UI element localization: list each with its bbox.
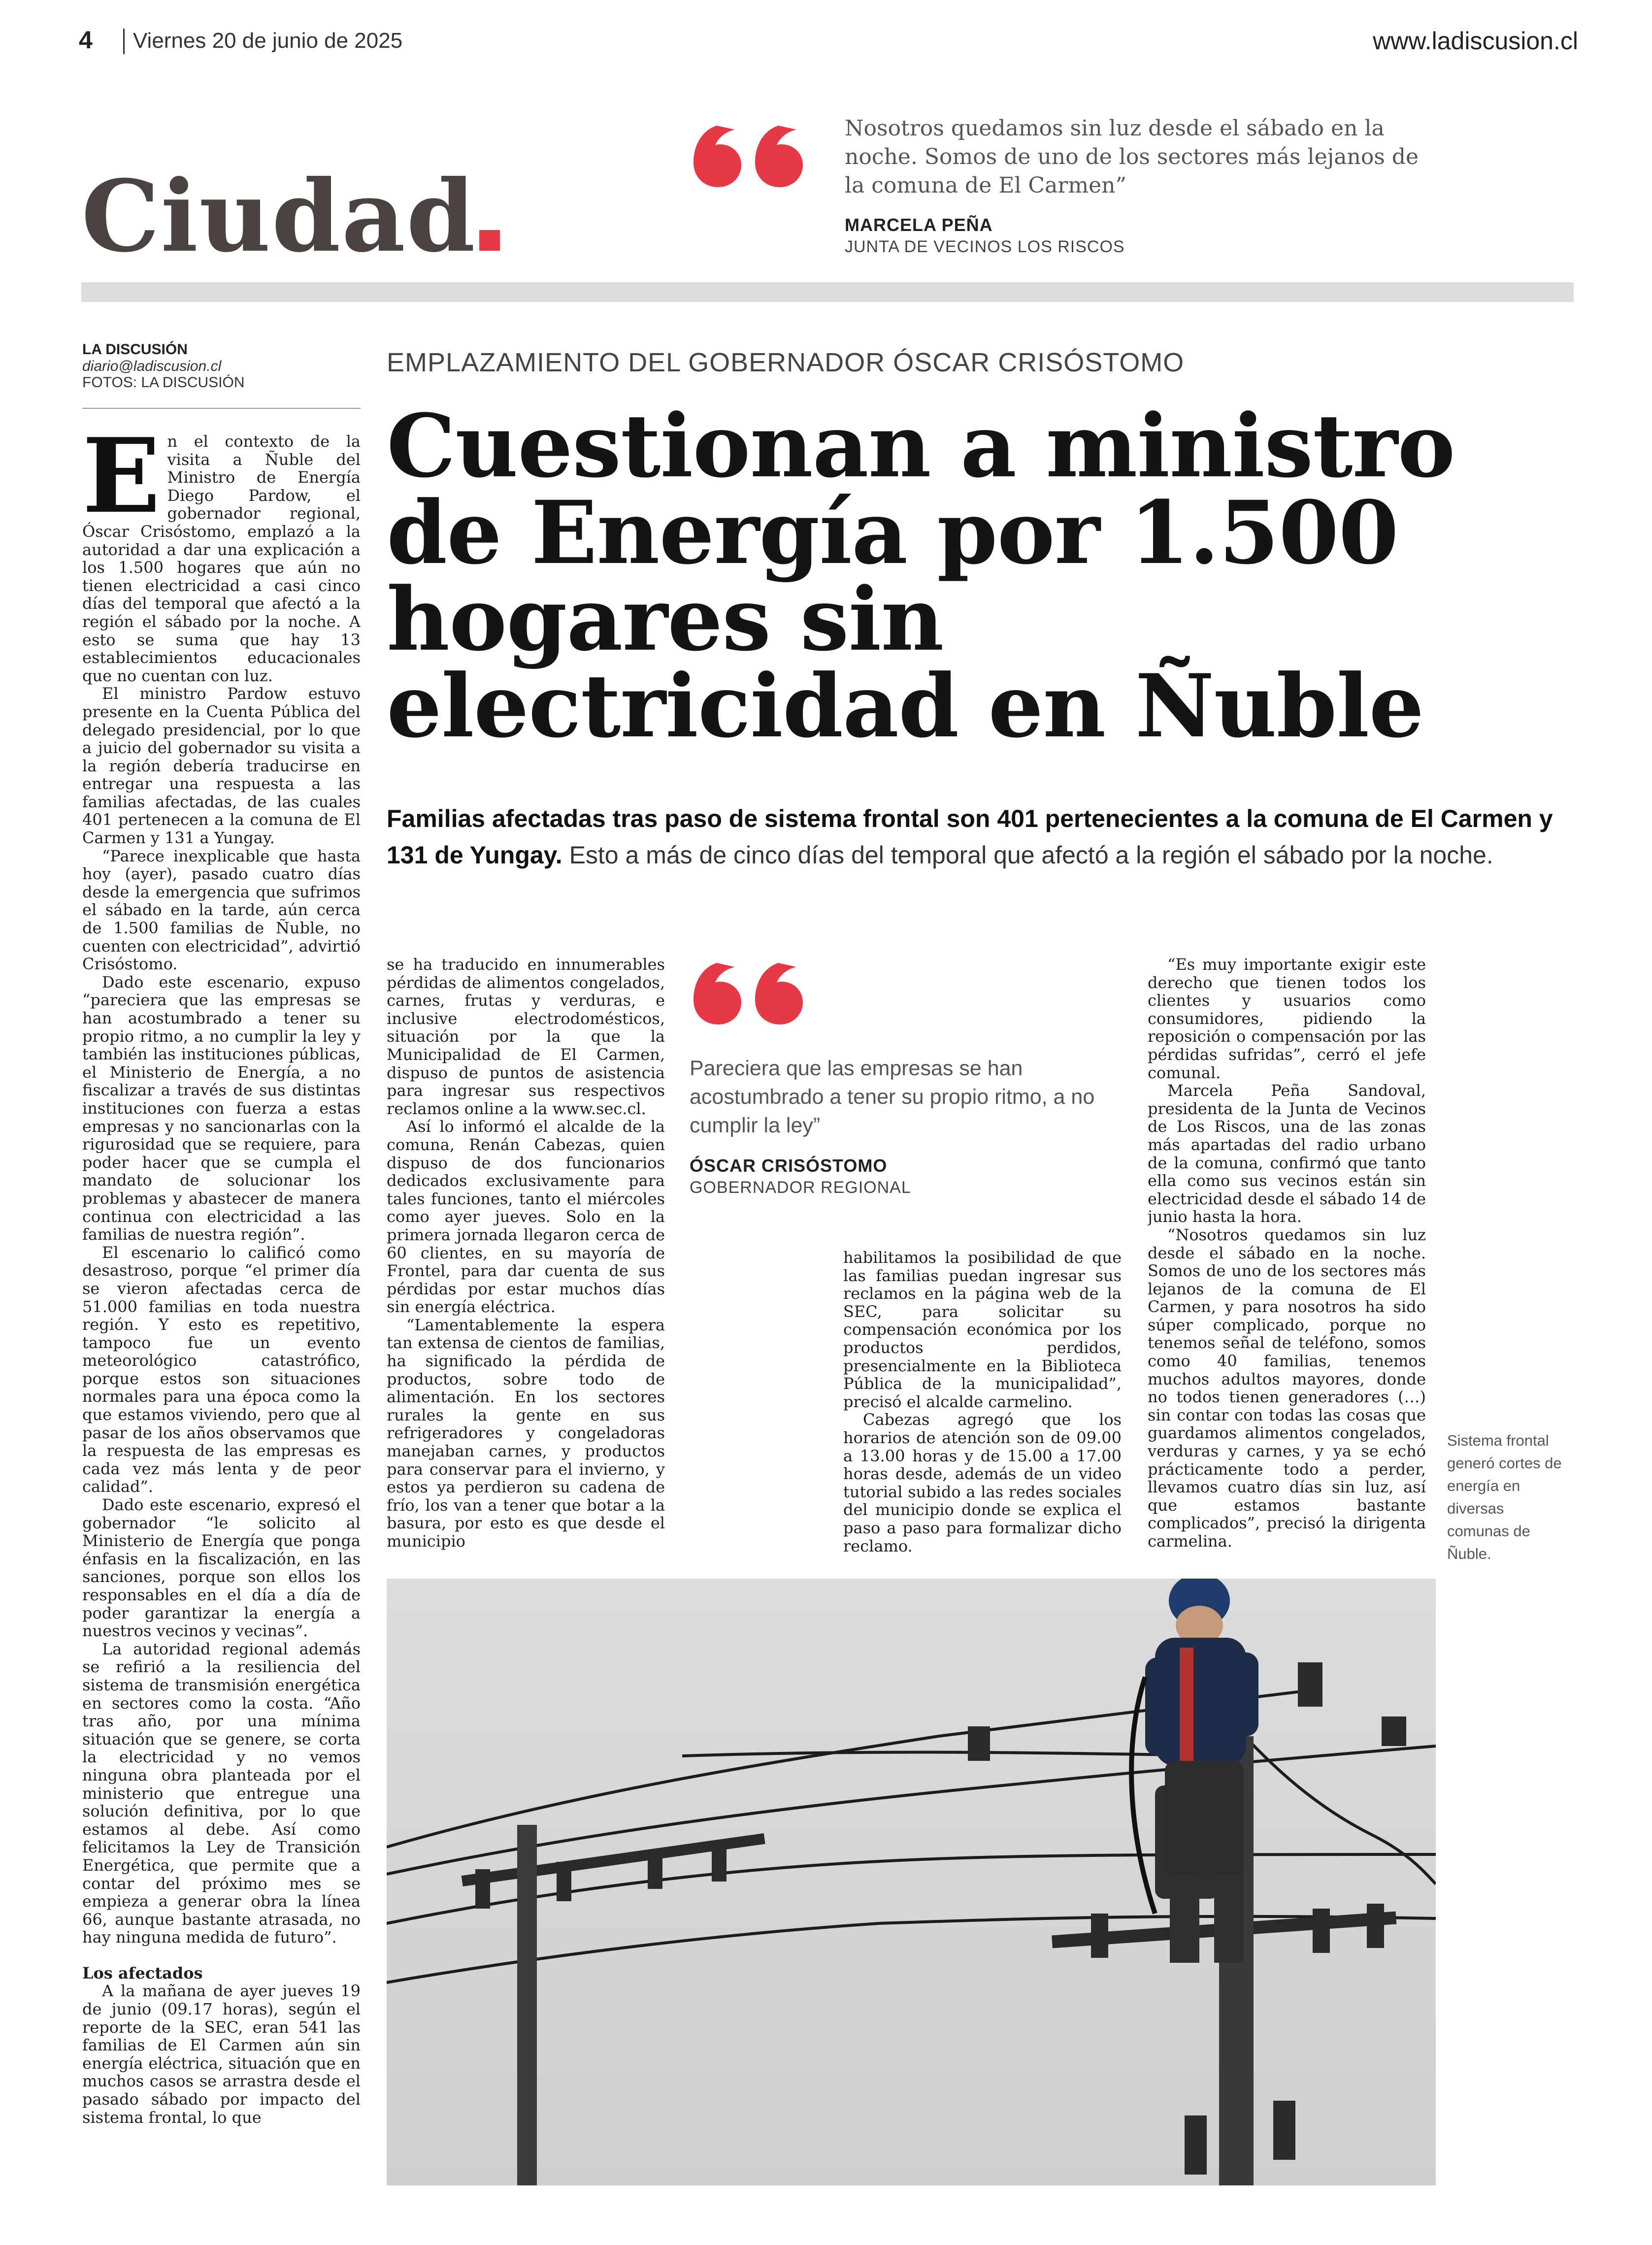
- pull-quote-role: JUNTA DE VECINOS LOS RISCOS: [845, 237, 1125, 256]
- page-date: Viernes 20 de junio de 2025: [133, 29, 403, 53]
- byline-rule: [82, 408, 361, 409]
- paragraph: El ministro Pardow estuvo presente en la Cuenta Pública del delegado presidencial, por lo que a juicio del gobernador su visita a la región debería traducirse en entregar una respuesta a las familias afectadas, de las cuales 401 pertenecen a la comuna de El Carmen y 131 a Yungay.: [82, 684, 361, 848]
- body-column-3: [843, 1249, 1122, 1569]
- photo-lineman-on-pole: [387, 1579, 1436, 2185]
- subheading: Los afectados: [82, 1963, 203, 1982]
- paragraph: n el contexto de la visita a Ñuble del Ministro de Energía Diego Pardow, el gobernador regional, Óscar Crisóstomo, emplazó a la autoridad a dar una explicación a los 1.500 hogares que aún no tienen electricidad a casi cinco días del temporal que afectó a la región el sábado por la noche. A esto se suma que hay 13 establecimientos educacionales que no cuentan con luz.: [82, 432, 361, 685]
- paragraph: “Parece inexplicable que hasta hoy (ayer), pasado cuatro días desde la emergencia que sufrimos el sábado en la tarde, aún cerca de 1.500 familias de Ñuble, no cuenten con electricidad”, advirtió Crisóstomo.: [82, 846, 361, 974]
- section-dot-icon: [479, 230, 500, 251]
- byline-org: LA DISCUSIÓN: [82, 341, 188, 358]
- paragraph: Así lo informó el alcalde de la comuna, Renán Cabezas, quien dispuso de dos funcionarios dedicados exclusivamente para tales funciones, tanto el miércoles como ayer jueves. Solo en la primera jornada llegaron cerca de 60 clientes, en su mayoría de Frontel, para dar cuenta de sus pérdidas por estar muchos días sin energía eléctrica.: [387, 1117, 665, 1317]
- body-column-1: [82, 432, 361, 2220]
- deck-bold: Familias afectadas tras paso de sistema frontal son 401 pertenecientes a la comuna de El Carmen y 131 de Yungay.: [387, 805, 1553, 869]
- paragraph: A la mañana de ayer jueves 19 de junio (09.17 horas), según el reporte de la SEC, eran 541 las familias de El Carmen aún sin energía eléctrica, situación que en muchos casos se arrastra desde el pasado sábado por impacto del sistema frontal, lo que: [82, 1981, 361, 2127]
- paragraph: “Es muy importante exigir este derecho que tienen todos los clientes y usuarios como consumidores, pidiendo la reposición o compensación por las pérdidas sufridas”, cerró el jefe comunal.: [1148, 956, 1426, 1082]
- paragraph: “Lamentablemente la espera tan extensa de cientos de familias, ha significado la pérdida de productos, sobre todo de alimentación. En los sectores rurales la gente en sus refrigeradores y congeladoras manejaban carnes, y productos para conservar para el invierno, y estos ya perdieron su cadena de frío, los van a tener que botar a la basura, por esto es que desde el municipio: [387, 1315, 665, 1551]
- quote-open-icon: [690, 953, 813, 1027]
- article-headline: Cuestionan a ministro de Energía por 1.500 hogares sin electricidad en Ñuble: [387, 395, 1455, 757]
- byline-email: diario@ladiscusion.cl: [82, 358, 222, 374]
- header-divider: [123, 29, 125, 54]
- pull-quote-author: ÓSCAR CRISÓSTOMO: [690, 1156, 888, 1176]
- paragraph: Dado este escenario, expresó el gobernador “le solicito al Ministerio de Energía que ponga énfasis en la fiscalización, en las sanciones, porque son ellos los responsables en el día a día de poder garantizar la energía a nuestros vecinos y vecinas”.: [82, 1495, 361, 1641]
- paragraph: Marcela Peña Sandoval, presidenta de la Junta de Vecinos de Los Riscos, una de las zonas más apartadas del radio urbano de la comuna, confirmó que tanto ella como sus vecinos están sin electricidad desde el sábado 14 de junio hasta la hora.: [1148, 1081, 1426, 1226]
- photo-caption: Sistema frontal generó cortes de energía en diversas comunas de Ñuble.: [1447, 1432, 1562, 1562]
- page-number: 4: [79, 26, 93, 54]
- body-column-2: [387, 956, 665, 1569]
- deck-regular: Esto a más de cinco días del temporal que afectó a la región el sábado por la noche.: [562, 841, 1493, 869]
- pull-quote-text: Nosotros quedamos sin luz desde el sábado en la noche. Somos de uno de los sectores más lejanos de la comuna de El Carmen”: [845, 116, 1419, 198]
- section-title-text: Ciudad: [81, 159, 476, 274]
- quote-open-icon: [690, 116, 813, 190]
- article-kicker: EMPLAZAMIENTO DEL GOBERNADOR ÓSCAR CRISÓSTOMO: [387, 348, 1185, 377]
- paragraph: habilitamos la posibilidad de que las familias puedan ingresar sus reclamos en la página web de la SEC, para solicitar su compensación económica por los productos perdidos, presencialmente en la Biblioteca Pública de la municipalidad”, precisó el alcalde carmelino.: [843, 1249, 1122, 1411]
- pull-quote-role: GOBERNADOR REGIONAL: [690, 1178, 911, 1197]
- section-divider-bar: [81, 282, 1574, 302]
- drop-cap: E: [82, 432, 161, 536]
- paragraph: se ha traducido en innumerables pérdidas de alimentos congelados, carnes, frutas y verduras, e inclusive electrodomésticos, situación por la que la Municipalidad de El Carmen, dispuso de puntos de asistencia para ingresar sus respectivos reclamos online a la www.sec.cl.: [387, 956, 665, 1118]
- paragraph: La autoridad regional además se refirió a la resiliencia del sistema de transmisión energética en sectores como la costa. “Año tras año, por una mínima situación que se genere, se corta la electricidad y no vemos ninguna obra planteada por el ministerio que entregue una solución definitiva, por lo que estamos al debe. Así como felicitamos la Ley de Transición Energética, que permite que a contar del próximo mes se empieza a generar obra la línea 66, aunque bastante atrasada, no hay ninguna medida de futuro”.: [82, 1639, 361, 1947]
- website-url: www.ladiscusion.cl: [1373, 27, 1578, 55]
- paragraph: Dado este escenario, expuso “pareciera que las empresas se han acostumbrado a tener su propio ritmo, a no cumplir la ley y también las instituciones públicas, el Ministerio de Energía, a no fiscalizar a través de sus distintas instituciones con fuerza a estas empresas y no sancionarlas con la rigurosidad que se requiere, para poder hacer que se cumpla el mandato de solucionar los problemas y abastecer de manera continua con electricidad a las familias de nuestra región”.: [82, 972, 361, 1244]
- article-deck: [387, 800, 1579, 873]
- paragraph: “Nosotros quedamos sin luz desde el sábado en la noche. Somos de uno de los sectores más lejanos de la comuna de El Carmen, y para nosotros ha sido súper complicado, porque no tenemos señal de teléfono, somos como 40 familias, tenemos muchos adultos mayores, donde no todos tienen generadores (…) sin contar con todas las cosas que guardamos alimentos congelados, verduras y carnes, y ya se echó prácticamente todo a perder, llevamos cuatro días sin luz, así que estamos bastante complicados”, precisó la dirigenta carmelina.: [1148, 1225, 1426, 1551]
- body-column-4: [1148, 956, 1426, 1569]
- paragraph: Cabezas agregó que los horarios de atención son de 09.00 a 13.00 horas y de 15.00 a 17.00 horas desde, además de un video tutorial subido a las redes sociales del municipio donde se explica el paso a paso para formalizar dicho reclamo.: [843, 1410, 1122, 1555]
- pull-quote-text: Pareciera que las empresas se han acostumbrado a tener su propio ritmo, a no cumplir la ley”: [690, 1056, 1095, 1137]
- paragraph: El escenario lo calificó como desastroso, porque “el primer día se vieron afectadas cerca de 51.000 familias en toda nuestra región. Y esto es repetitivo, tampoco fue un evento meteorológico catastrófico, porque estos son situaciones normales para una época como la que estamos viviendo, pero que al pasar de los años observamos que la respuesta de las empresas es cada vez más lenta y de peor calidad”.: [82, 1243, 361, 1496]
- byline-photos: FOTOS: LA DISCUSIÓN: [82, 374, 245, 391]
- section-title: [81, 159, 500, 274]
- pull-quote-author: MARCELA PEÑA: [845, 215, 993, 235]
